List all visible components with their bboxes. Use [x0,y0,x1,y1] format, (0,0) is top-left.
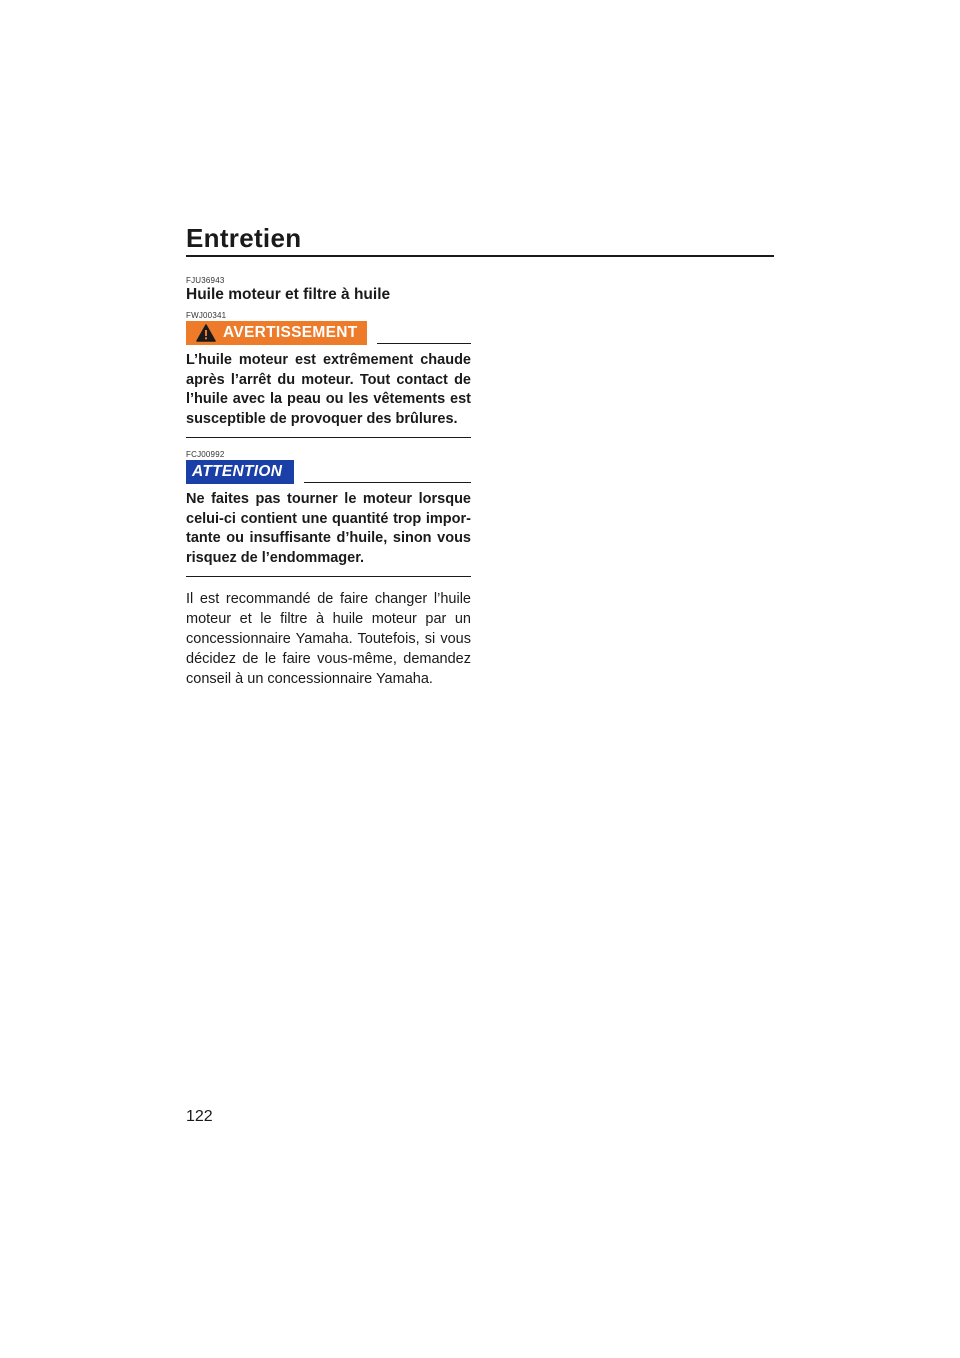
body-paragraph: Il est recommandé de faire changer l’huile moteur et le filtre à huile moteur par un concessionnaire Yamaha. Toutefois, si vous décidez de le faire vous-même, demandez conseil à un concessionnaire Yamaha. [186,591,471,687]
notice-ref-code: FCJ00992 [186,450,225,459]
page-title: Entretien [186,223,302,253]
notice-rule [304,482,471,483]
section-ref-code: FJU36943 [186,276,225,285]
notice-badge-label: ATTENTION [192,463,283,480]
spacer [186,438,471,450]
warning-text: L’huile moteur est extrêmement chaude après l’arrêt du moteur. Tout contact de l’huile avec la peau ou les vêtements est susceptible de provoquer des brûlures. [186,351,471,438]
section-title: Huile moteur et filtre à huile [186,286,391,303]
page-header [186,222,774,257]
notice-badge [186,460,294,484]
warning-badge-label: AVERTISSEMENT [223,324,358,341]
warning-header [186,321,471,345]
warning-triangle-icon [196,324,216,342]
notice-text: Ne faites pas tourner le moteur lorsque celui-ci contient une quantité trop impor-tante ou insuffisante d’huile, sinon vous risquez de l’endommager. [186,490,471,577]
content-column [186,276,471,689]
warning-rule [377,343,471,344]
notice-header [186,460,471,484]
warning-badge [186,321,367,345]
warning-ref-code: FWJ00341 [186,311,227,320]
page-number: 122 [186,1108,213,1125]
